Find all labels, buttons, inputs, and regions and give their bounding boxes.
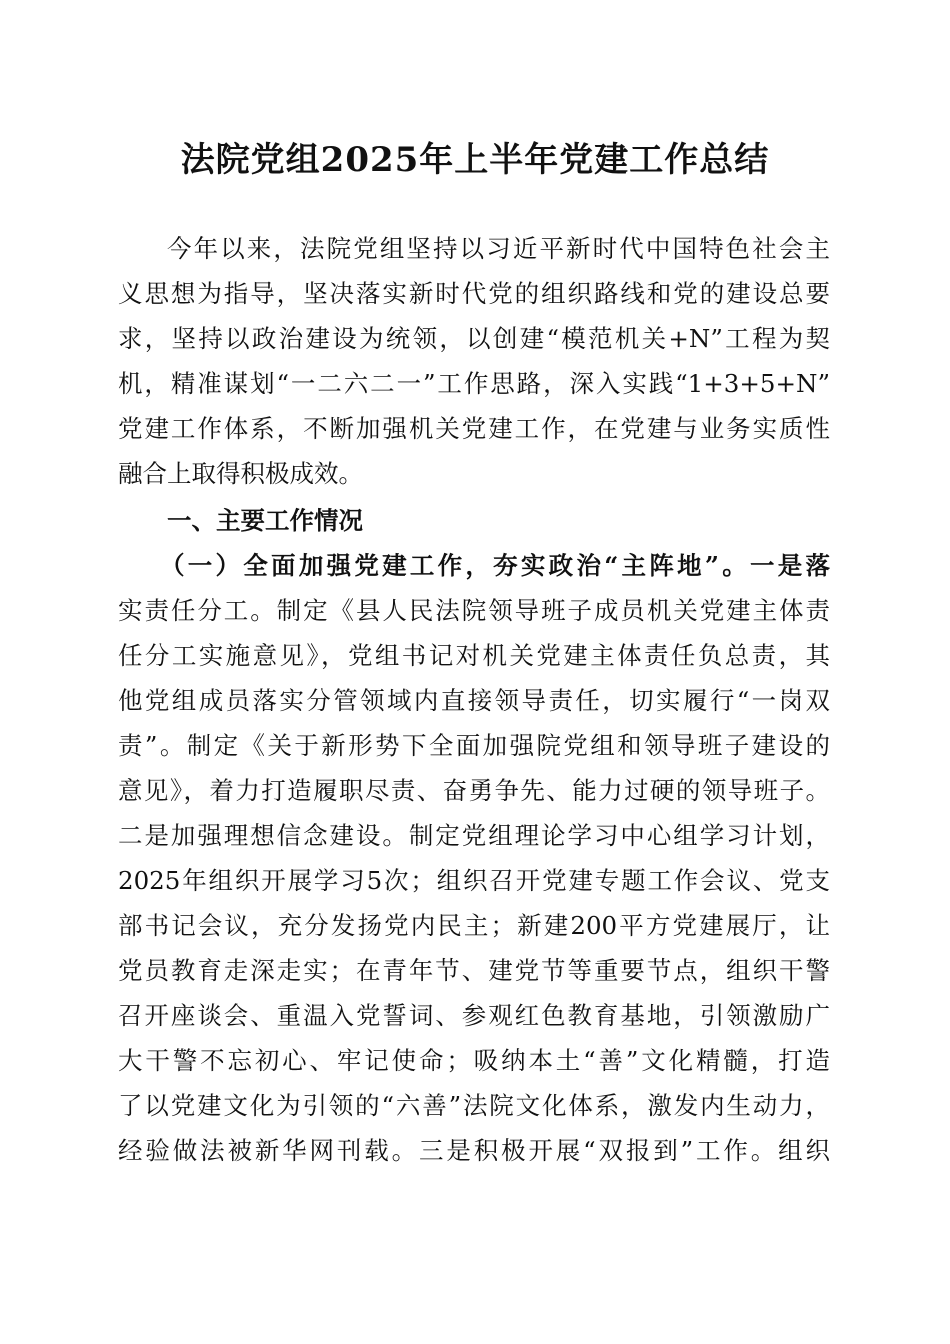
paragraph-line: 党员教育走深走实；在青年节、建党节等重要节点，组织干警: [118, 956, 830, 985]
paragraph-line: 部书记会议，充分发扬党内民主；新建200平方党建展厅，让: [118, 911, 830, 940]
paragraph-line: 今年以来，法院党组坚持以习近平新时代中国特色社会主: [167, 234, 830, 263]
paragraph-line: 经验做法被新华网刊载。三是积极开展“双报到”工作。组织: [118, 1136, 830, 1165]
paragraph-line: 机，精准谋划“一二六二一”工作思路，深入实践“1+3+5+N”: [118, 369, 830, 398]
paragraph-line: 了以党建文化为引领的“六善”法院文化体系，激发内生动力，: [118, 1091, 830, 1120]
paragraph-line: 责”。制定《关于新形势下全面加强院党组和领导班子建设的: [118, 731, 830, 760]
paragraph-line: 任分工实施意见》，党组书记对机关党建主体责任负总责，其: [118, 641, 830, 670]
paragraph-line: 大干警不忘初心、牢记使命；吸纳本土“善”文化精髓，打造: [118, 1046, 830, 1075]
paragraph-line: 他党组成员落实分管领域内直接领导责任，切实履行“一岗双: [118, 686, 830, 715]
paragraph-line: 2025年组织开展学习5次；组织召开党建专题工作会议、党支: [118, 866, 830, 895]
subsection-heading-line: （一）全面加强党建工作，夯实政治“主阵地”。一是落: [160, 551, 830, 580]
paragraph-line: 实责任分工。制定《县人民法院领导班子成员机关党建主体责: [118, 596, 830, 625]
paragraph-line: 融合上取得积极成效。: [118, 459, 363, 488]
paragraph-line: 求，坚持以政治建设为统领，以创建“模范机关+N”工程为契: [118, 324, 830, 353]
document-title: 法院党组2025年上半年党建工作总结: [180, 140, 770, 180]
paragraph-line: 义思想为指导，坚决落实新时代党的组织路线和党的建设总要: [118, 279, 830, 308]
paragraph-line: 二是加强理想信念建设。制定党组理论学习中心组学习计划，: [118, 821, 830, 850]
paragraph-line: 党建工作体系，不断加强机关党建工作，在党建与业务实质性: [118, 414, 830, 443]
paragraph-line: 召开座谈会、重温入党誓词、参观红色教育基地，引领激励广: [118, 1001, 830, 1030]
section-heading: 一、主要工作情况: [167, 506, 363, 535]
paragraph-line: 意见》，着力打造履职尽责、奋勇争先、能力过硬的领导班子。: [118, 776, 830, 805]
